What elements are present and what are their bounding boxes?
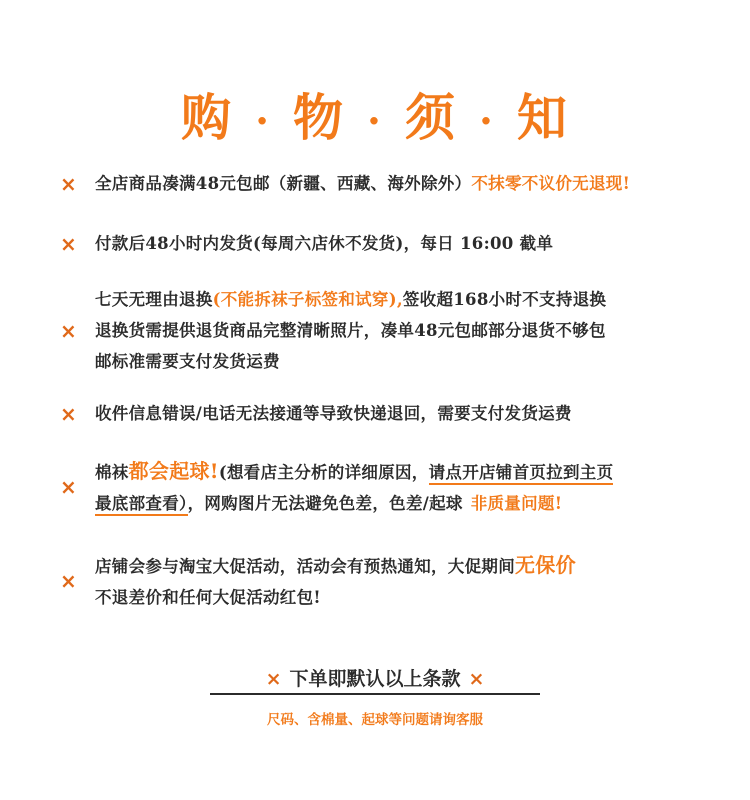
cross-icon: × [60,569,77,593]
notice-text: 棉袜都会起球!(想看店主分析的详细原因，请点开店铺首页拉到主页 最底部查看），网购图片无法避免色差，色差/起球 非质量问题! [95,456,705,519]
highlight-text: 不抹零不议价无退现! [471,174,631,193]
notice-text: 七天无理由退换(不能拆袜子标签和试穿),签收超168小时不支持退换 退换货需提供退货商品完整清晰照片，凑单48元包邮部分退货不够包 邮标准需要支付发货运费 [95,290,607,371]
underlined-text: 请点开店铺首页拉到主页 [429,463,614,485]
footer-divider [210,693,540,695]
underlined-text: 最底部查看） [95,494,188,516]
footer-subtitle: 尺码、含棉量、起球等问题请询客服 [267,712,483,728]
highlight-text: 无保价 [515,553,576,577]
title-dot: · [367,98,383,145]
notice-text: 全店商品凑满48元包邮（新疆、西藏、海外除外）不抹零不议价无退现! [95,174,631,193]
cross-icon: × [60,402,77,426]
notice-text: 付款后48小时内发货(每周六店休不发货)，每日 16:00 截单 [95,234,554,253]
title-char: 物 [293,88,346,147]
cross-icon: × [60,172,77,196]
highlight-text: 非质量问题! [470,494,563,513]
highlight-text: (不能拆袜子标签和试穿), [212,290,403,309]
cross-icon: × [468,668,485,690]
footer-title: × 下单即默认以上条款 × [265,668,485,690]
cross-icon: × [60,319,77,343]
cross-icon: × [60,232,77,256]
highlight-text: 都会起球! [128,459,219,483]
page-title [0,78,750,150]
title-dot: · [478,98,495,145]
notice-text: 收件信息错误/电话无法接通等导致快递退回，需要支付发货运费 [95,404,572,423]
title-char: 须 [404,88,457,147]
cross-icon: × [60,475,77,499]
title-dot: · [255,98,272,145]
title-char: 购 [181,88,234,147]
title-char: 知 [516,88,569,147]
notice-text: 店铺会参与淘宝大促活动，活动会有预热通知，大促期间无保价 不退差价和任何大促活动红包! [95,553,576,607]
cross-icon: × [265,668,282,690]
